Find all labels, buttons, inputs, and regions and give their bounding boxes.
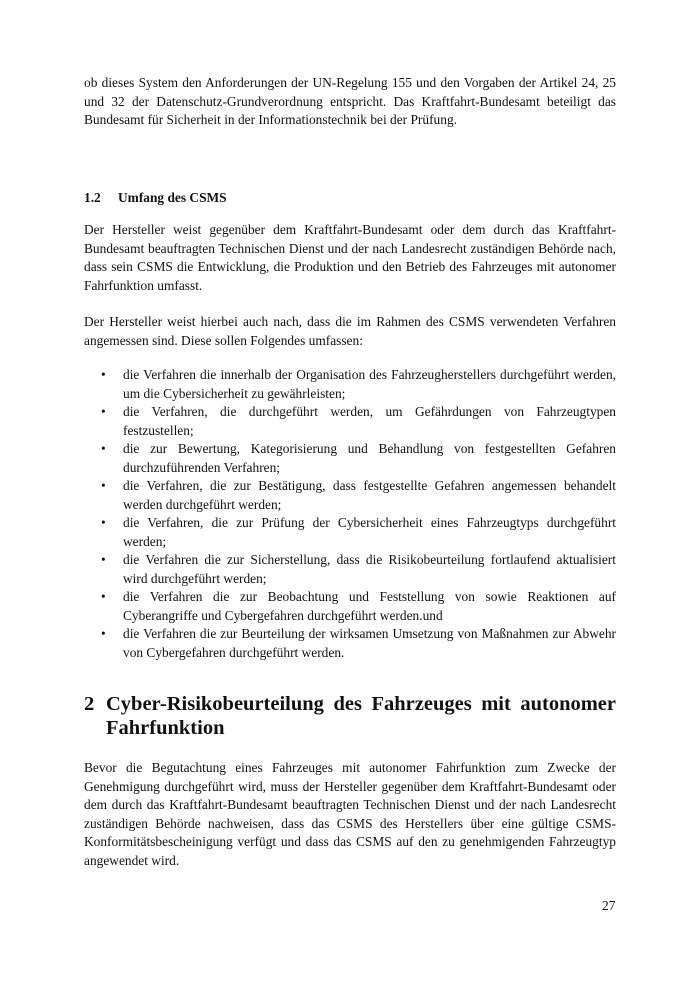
bullet-icon: •	[101, 626, 106, 641]
section-number: 1.2	[84, 189, 101, 205]
list-item-text: die Verfahren die zur Sicherstellung, dass die Risikobeurteilung fortlaufend aktualisiert wird durchgeführt werden;	[123, 552, 616, 586]
list-item-text: die Verfahren, die zur Bestätigung, dass festgestellte Gefahren angemessen behandelt werden durchgeführt werden;	[123, 478, 616, 512]
list-item	[84, 625, 616, 662]
intro-paragraph: ob dieses System den Anforderungen der UN-Regelung 155 und den Vorgaben der Artikel 24, 25 und 32 der Datenschutz-Grundverordnung entspricht. Das Kraftfahrt-Bundesamt beteiligt das Bundesamt für Sicherheit in der Informationstechnik bei der Prüfung.	[84, 75, 616, 127]
list-item-text: die Verfahren, die zur Prüfung der Cybersicherheit eines Fahrzeugtyps durchgeführt werden;	[123, 515, 616, 549]
list-item	[84, 588, 616, 625]
bullet-icon: •	[101, 441, 106, 456]
list-item	[84, 477, 616, 514]
bullet-icon: •	[101, 367, 106, 382]
page-number: 27	[602, 898, 616, 913]
chapter-number: 2	[84, 693, 95, 715]
page-content	[84, 74, 616, 870]
bullet-icon: •	[101, 515, 106, 530]
bullet-icon: •	[101, 589, 106, 604]
bullet-icon: •	[101, 404, 106, 419]
list-item	[84, 366, 616, 403]
procedure-list	[84, 366, 616, 662]
chapter-title: Cyber-Risikobeurteilung des Fahrzeuges mit autonomer Fahrfunktion	[106, 693, 616, 739]
list-item	[84, 551, 616, 588]
section-heading	[84, 189, 616, 208]
section-title: Umfang des CSMS	[118, 189, 227, 205]
bullet-icon: •	[101, 552, 106, 567]
bullet-icon: •	[101, 478, 106, 493]
list-item-text: die Verfahren, die durchgeführt werden, um Gefährdungen von Fahrzeugtypen festzustellen;	[123, 404, 616, 438]
list-item-text: die zur Bewertung, Kategorisierung und Behandlung von festgestellten Gefahren durchzuführenden Verfahren;	[123, 441, 616, 475]
list-item	[84, 403, 616, 440]
list-item-text: die Verfahren die zur Beobachtung und Feststellung von sowie Reaktionen auf Cyberangriffe und Cybergefahren durchgeführt werden.und	[123, 589, 616, 623]
list-item-text: die Verfahren die zur Beurteilung der wirksamen Umsetzung von Maßnahmen zur Abwehr von Cybergefahren durchgeführt werden.	[123, 626, 616, 660]
list-item	[84, 514, 616, 551]
section-paragraph-1: Der Hersteller weist gegenüber dem Kraftfahrt-Bundesamt oder dem durch das Kraftfahrt-Bundesamt beauftragten Technischen Dienst und der nach Landesrecht zuständigen Behörde nach, dass sein CSMS die Entwicklung, die Produktion und den Betrieb des Fahrzeuges mit autonomer Fahrfunktion umfasst.	[84, 222, 616, 293]
section-paragraph-2: Der Hersteller weist hierbei auch nach, dass die im Rahmen des CSMS verwendeten Verfahren angemessen sind. Diese sollen Folgendes umfassen:	[84, 314, 616, 348]
chapter-paragraph: Bevor die Begutachtung eines Fahrzeuges mit autonomer Fahrfunktion zum Zwecke der Genehmigung durchgeführt wird, muss der Hersteller gegenüber dem Kraftfahrt-Bundesamt oder dem durch das Kraftfahrt-Bundesamt beauftragten Technischen Dienst und der nach Landesrecht zuständigen Behörde nachweisen, dass das CSMS des Herstellers über eine gültige CSMS-Konformitätsbescheinigung verfügt und dass das CSMS auf den zu genehmigenden Fahrzeugtyp angewendet wird.	[84, 760, 616, 868]
chapter-heading	[84, 692, 616, 740]
list-item	[84, 440, 616, 477]
list-item-text: die Verfahren die innerhalb der Organisation des Fahrzeugherstellers durchgeführt werden, um die Cybersicherheit zu gewährleisten;	[123, 367, 616, 401]
